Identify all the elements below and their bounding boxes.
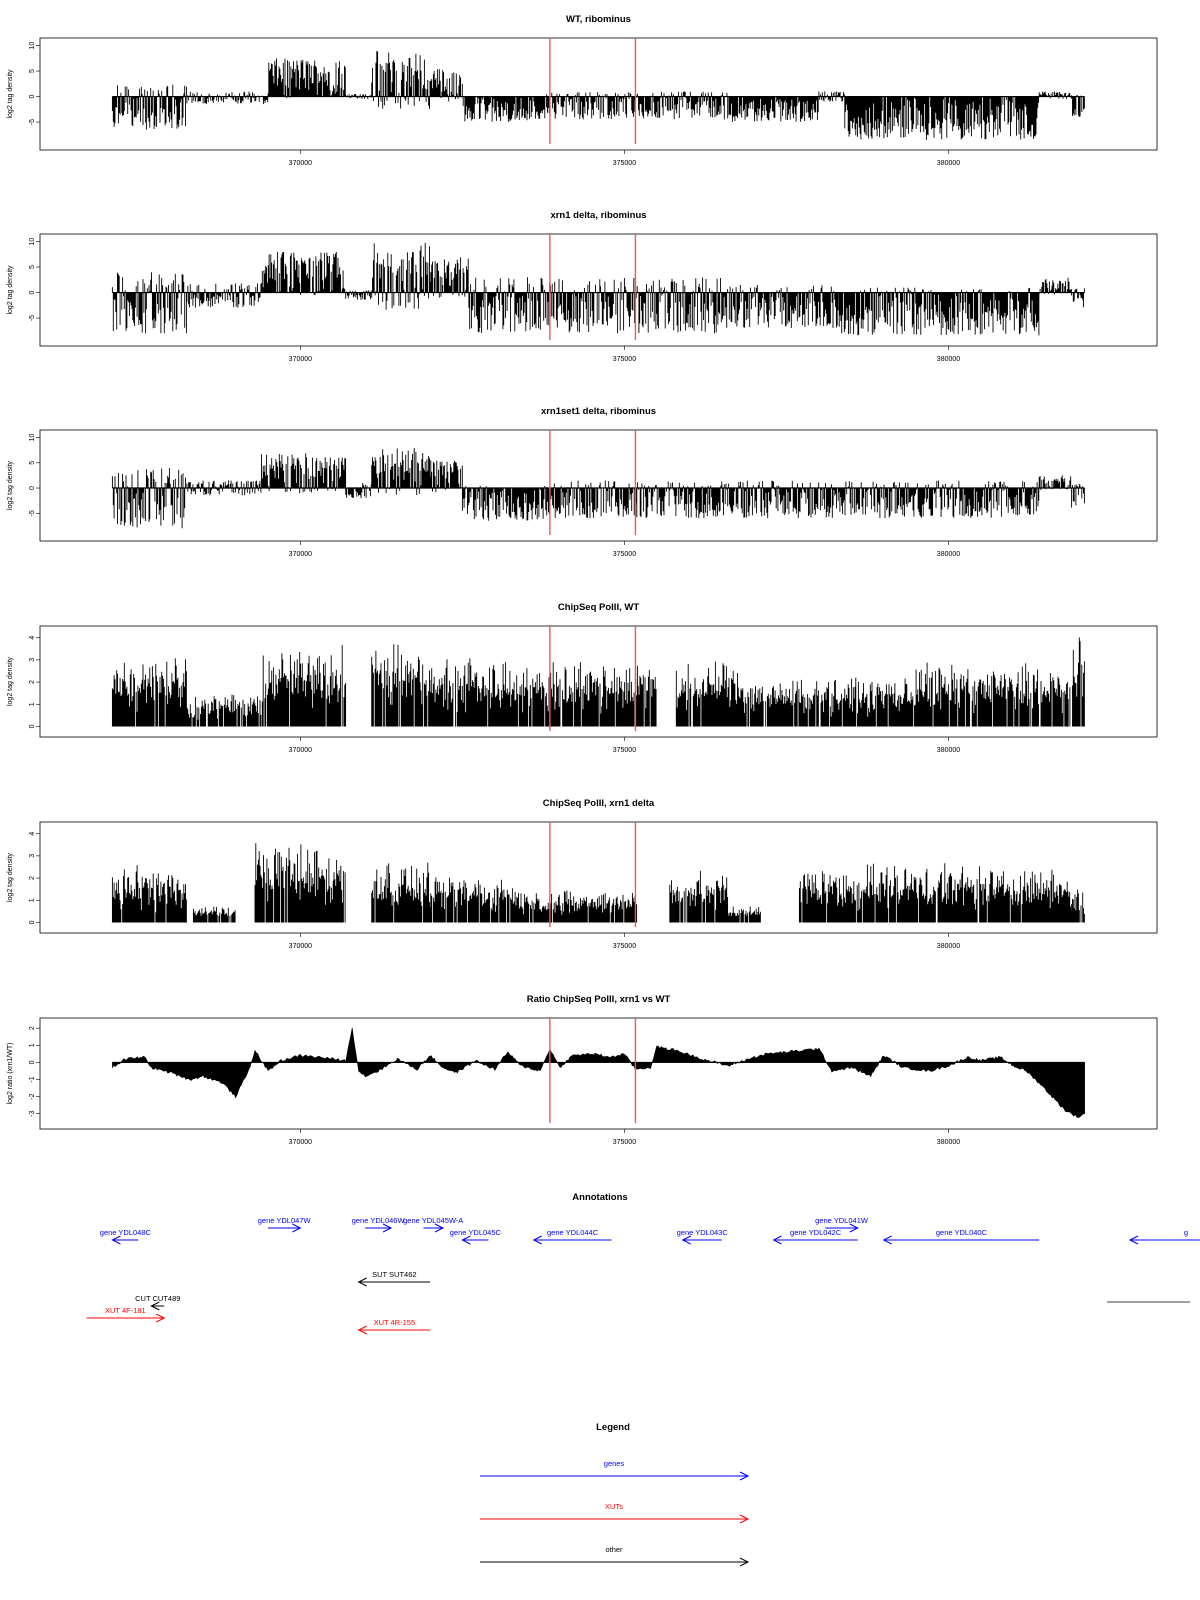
panel-6-y-axis (7, 1026, 40, 1117)
feature-arrow (151, 1302, 164, 1310)
panel-4-ytick-label: 2 (28, 680, 36, 685)
feature-gene (534, 1228, 612, 1244)
panel-5-xtick-label: 380000 (936, 943, 961, 950)
panel-4-ytick-label: 3 (28, 657, 36, 662)
legend-arrow (480, 1472, 748, 1480)
feature-gene (352, 1216, 406, 1232)
panel-1-xtick-label: 370000 (288, 160, 313, 167)
panel-4-xtick-label: 380000 (936, 747, 961, 754)
panel-3-title: xrn1set1 delta, ribominus (540, 406, 657, 417)
panel-5-ytick-label: 3 (28, 853, 36, 858)
panel-2-signal (112, 243, 1084, 336)
panel-1-x-axis (289, 150, 961, 167)
panel-1-xtick-label: 380000 (936, 160, 961, 167)
panel-3-y-axis (7, 434, 40, 517)
feature-label: gene YDL045W-A (403, 1216, 464, 1225)
legend-label: other (605, 1545, 623, 1554)
panel-1-ytick-label: -5 (28, 118, 36, 126)
panel-6-x-axis (289, 1129, 961, 1146)
panel-2-ytick-label: -5 (28, 314, 36, 322)
panel-2-ytick-label: 5 (28, 265, 36, 270)
panel-6-xtick-label: 380000 (936, 1139, 961, 1146)
feature-xut (359, 1318, 430, 1334)
legend-label: XUTs (605, 1502, 623, 1511)
annotations-track (86, 1192, 1200, 1334)
panel-6-signal (112, 1028, 1084, 1118)
panel-5 (7, 798, 1157, 950)
panel-3-frame (40, 430, 1157, 541)
panel-2-ytick-label: 10 (28, 237, 36, 246)
feature-arrow (1130, 1236, 1200, 1244)
panel-1-ytick-label: 10 (28, 41, 36, 50)
panel-6-ytick-label: -3 (28, 1110, 36, 1117)
panel-2-title: xrn1 delta, ribominus (550, 210, 647, 221)
panel-4-signal-bars (112, 637, 1084, 726)
panel-1-ytick-label: 0 (28, 94, 36, 99)
legend-item-gene (480, 1459, 748, 1480)
panel-4-signal (112, 637, 1084, 726)
panel-3-ytick-label: -5 (28, 510, 36, 517)
panel-5-ylabel: log2 tag density (6, 852, 14, 903)
legend-title: Legend (596, 1422, 630, 1433)
feature-label: gene YDL041W (815, 1216, 868, 1225)
panel-4-ytick-label: 1 (28, 702, 36, 707)
legend-arrow (480, 1515, 748, 1523)
feature-label: g (1183, 1228, 1189, 1237)
feature-label: gene YDL048C (99, 1228, 151, 1237)
panel-5-signal-bars (112, 843, 1084, 922)
panel-1-ytick-label: 5 (28, 69, 36, 74)
panel-1-title: WT, ribominus (566, 14, 631, 25)
panel-5-ytick-label: 4 (28, 831, 36, 836)
panel-2-signal-bars (112, 243, 1084, 336)
feature-arrow (884, 1236, 1040, 1244)
feature-label: XUT 4F-181 (105, 1306, 146, 1315)
panel-2-xtick-label: 370000 (288, 356, 313, 363)
panel-4-y-axis (7, 636, 40, 729)
feature-gene (450, 1228, 502, 1244)
panel-5-x-axis (289, 933, 961, 950)
panel-2-ylabel: log2 tag density (6, 265, 14, 315)
panel-6-xtick-label: 370000 (288, 1139, 313, 1146)
annotations-title: Annotations (572, 1192, 628, 1203)
feature-gene (884, 1228, 1040, 1244)
panel-5-ytick-label: 1 (28, 898, 36, 903)
panel-1-signal (112, 51, 1084, 140)
feature-label: SUT SUT462 (372, 1270, 417, 1279)
feature-label: gene YDL047W (257, 1216, 311, 1225)
panel-2-ytick-label: 0 (28, 290, 36, 295)
feature-label: gene YDL042C (790, 1228, 842, 1237)
feature-label: CUT CUT489 (135, 1294, 181, 1303)
panel-1-signal-bars (112, 51, 1084, 140)
panel-3-xtick-label: 375000 (612, 551, 637, 558)
panel-6-title: Ratio ChipSeq PolII, xrn1 vs WT (526, 994, 671, 1005)
panel-6-ytick-label: 1 (28, 1043, 36, 1048)
panel-4-ylabel: log2 tag density (6, 656, 14, 707)
panel-5-title: ChipSeq PolII, xrn1 delta (542, 798, 655, 809)
feature-arrow (534, 1236, 612, 1244)
panel-3-x-axis (289, 541, 961, 558)
feature-gene (773, 1228, 857, 1244)
feature-label: gene YDL044C (546, 1228, 599, 1237)
panel-6-ytick-label: -1 (28, 1076, 36, 1083)
panel-3 (7, 406, 1157, 558)
panel-2-xtick-label: 375000 (612, 356, 637, 363)
panel-2-frame (40, 234, 1157, 346)
feature-arrow (268, 1224, 300, 1232)
legend-item-xut (480, 1502, 748, 1523)
legend-label: genes (603, 1459, 625, 1468)
feature-arrow (365, 1224, 391, 1232)
panel-6-xtick-label: 375000 (612, 1139, 637, 1146)
panel-5-ytick-label: 0 (28, 920, 36, 925)
feature-label: gene YDL043C (676, 1228, 728, 1237)
panel-2-x-axis (289, 346, 961, 363)
panel-1-ylabel: log2 tag density (6, 69, 14, 119)
feature-arrow (359, 1278, 430, 1286)
feature-arrow (462, 1236, 488, 1244)
panel-6 (7, 994, 1157, 1146)
panel-3-signal (112, 448, 1084, 528)
panel-6-ratio-area (112, 1028, 1084, 1118)
feature-gene (258, 1216, 312, 1232)
panel-4-xtick-label: 370000 (288, 747, 313, 754)
feature-other (359, 1270, 430, 1286)
panel-6-ytick-label: 2 (28, 1026, 36, 1031)
panel-3-ytick-label: 0 (28, 486, 36, 490)
panel-5-ytick-label: 2 (28, 876, 36, 881)
feature-arrow (86, 1314, 164, 1322)
legend-arrow (480, 1558, 748, 1566)
panel-5-xtick-label: 370000 (288, 943, 313, 950)
panel-4-xtick-label: 375000 (612, 747, 637, 754)
feature-gene (1130, 1228, 1200, 1244)
panel-3-ytick-label: 10 (28, 433, 36, 442)
panel-1-xtick-label: 375000 (612, 160, 637, 167)
panel-2-xtick-label: 380000 (936, 356, 961, 363)
feature-arrow (773, 1236, 857, 1244)
feature-label: gene YDL040C (935, 1228, 988, 1237)
feature-arrow (112, 1236, 138, 1244)
panel-4-ytick-label: 4 (28, 635, 36, 640)
panel-5-y-axis (7, 832, 40, 925)
panel-3-ylabel: log2 tag density (6, 460, 14, 511)
panel-6-ytick-label: 0 (28, 1060, 36, 1065)
feature-arrow (683, 1236, 722, 1244)
panel-1-y-axis (7, 42, 40, 126)
panel-4-title: ChipSeq PolII, WT (557, 602, 640, 613)
feature-label: gene YDL045C (449, 1228, 501, 1237)
feature-gene (100, 1228, 152, 1244)
feature-arrow (359, 1326, 430, 1334)
feature-arrow (424, 1224, 443, 1232)
panel-2 (7, 210, 1157, 363)
feature-xut (86, 1306, 164, 1322)
panel-3-xtick-label: 380000 (936, 551, 961, 558)
panel-6-ylabel: log2 ratio (xrn1/WT) (6, 1042, 14, 1105)
panel-3-ytick-label: 5 (28, 460, 36, 465)
legend (480, 1422, 748, 1566)
panel-1 (7, 14, 1157, 167)
panel-2-y-axis (7, 238, 40, 322)
feature-gene (677, 1228, 729, 1244)
panel-4 (7, 602, 1157, 754)
panel-3-xtick-label: 370000 (288, 551, 313, 558)
panel-4-x-axis (289, 737, 961, 754)
feature-label: XUT 4R-155 (373, 1318, 416, 1327)
feature-label: gene YDL046W (351, 1216, 405, 1225)
panel-4-ytick-label: 0 (28, 724, 36, 729)
panel-1-frame (40, 38, 1157, 150)
panel-6-ytick-label: -2 (28, 1093, 36, 1100)
panel-5-signal (112, 843, 1084, 922)
legend-item-other (480, 1545, 748, 1566)
panel-5-xtick-label: 375000 (612, 943, 637, 950)
